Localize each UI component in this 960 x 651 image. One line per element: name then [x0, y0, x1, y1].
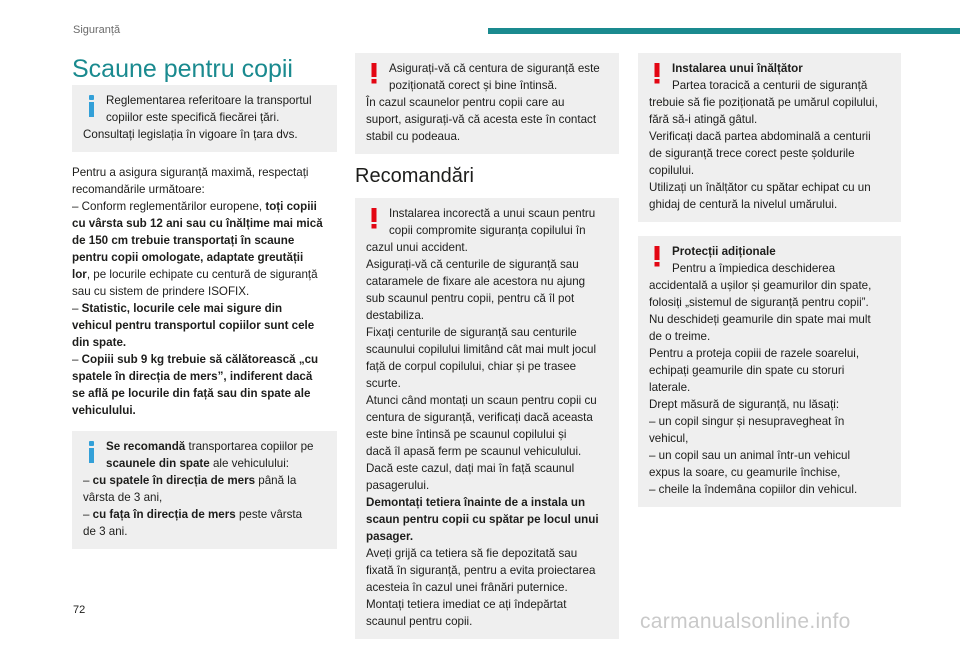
info-icon	[85, 439, 97, 463]
column-2	[355, 53, 619, 651]
info-icon	[85, 93, 97, 117]
header-accent-bar	[488, 28, 960, 34]
warning-icon	[368, 206, 380, 230]
warning-icon	[651, 61, 663, 85]
warning-box-belt: Asigurați-vă că centura de siguranță este poziționată corect și bine întinsă. În cazul scaunelor pentru copii care au suport, asigurați-vă că acesta este în contact stabil cu podeaua.	[355, 53, 619, 154]
warning-box-installation: Instalarea incorectă a unui scaun pentru copii compromite siguranța copilului în cazul unui accident. Asigurați-vă că centurile de siguranță sau cataramele de fixare ale acestora nu ajung sub scaunul pentru copii, pentru că îl pot destabiliza. Fixați centurile de siguranță sau centurile scaunului copilului limitând cât mai mult jocul față de corpul copilului, chiar și pe trasee scurte. Atunci când montați un scaun pentru copii cu centura de siguranță, verificați dacă aceasta este bine întinsă pe scaunul copilului și dacă îl apasă ferm pe scaunul vehiculului. Dacă este cazul, dați mai în față scaunul pasagerului. Demontați tetiera înainte de a instala un scaun pentru copii cu spătar pe locul unui pasager. Aveți grijă ca tetiera să fie depozitată sau fixată în siguranță, pentru a evita proiectarea acesteia în cazul unei frânări puternice. Montați tetiera imediat ce ați îndepărtat scaunul pentru copii.	[355, 198, 619, 639]
warning-icon	[651, 244, 663, 268]
warning-box-booster: Instalarea unui înălțător Partea toracică a centurii de siguranță trebuie să fie poziționată pe umărul copilului, fără să-i atingă gâtul. Verificați dacă partea abdominală a centurii de siguranță trece corect peste șoldurile copilului. Utilizați un înălțător cu spătar echipat cu un ghidaj de centură la nivelul umărului.	[638, 53, 901, 222]
warning-icon	[368, 61, 380, 85]
page-number: 72	[73, 604, 86, 616]
column-1	[72, 85, 337, 561]
column-3	[638, 53, 901, 519]
info-box-rear-seats: Se recomandă transportarea copiilor pe scaunele din spate ale vehiculului: – cu spatele în direcția de mers până la vârsta de 3 ani, – cu fața în direcția de mers peste vârsta de 3 ani.	[72, 431, 337, 549]
page-title: Scaune pentru copii	[72, 55, 293, 83]
recommendations-paragraph: Pentru a asigura siguranță maximă, respectați recomandările următoare: – Conform reglementărilor europene, toți copiii cu vârsta sub 12 ani sau cu înălțime mai mică de 150 cm trebuie transportați în scaune pentru copii omologate, adaptate greutății lor, pe locurile echipate cu centură de siguranță sau cu sistem de prindere ISOFIX. – Statistic, locurile cele mai sigure din vehicul pentru transportul copiilor sunt cele din spate. – Copiii sub 9 kg trebuie să călătorească „cu spatele în direcția de mers”, indiferent dacă se află pe locurile din față sau din spate ale vehiculului.	[72, 166, 323, 417]
warning-box-additional-protection: Protecții adiționale Pentru a împiedica deschiderea accidentală a ușilor și geamurilor din spate, folosiți „sistemul de siguranță pentru copii”. Nu deschideți geamurile din spate mai mult de o treime. Pentru a proteja copiii de razele soarelui, echipați geamurile din spate cu storuri laterale. Drept măsură de siguranță, nu lăsați: – un copil singur și nesupravegheat în vehicul, – un copil sau un animal într-un vehicul expus la soare, cu geamurile închise, – cheile la îndemâna copiilor din vehicul.	[638, 236, 901, 507]
watermark: carmanualsonline.info	[640, 610, 851, 633]
section-label: Siguranță	[73, 24, 121, 36]
info-box-regulations: Reglementarea referitoare la transportul copiilor este specifică fiecărei țări. Consultați legislația în vigoare în țara dvs.	[72, 85, 337, 152]
recommendations-heading: Recomandări	[355, 165, 474, 187]
